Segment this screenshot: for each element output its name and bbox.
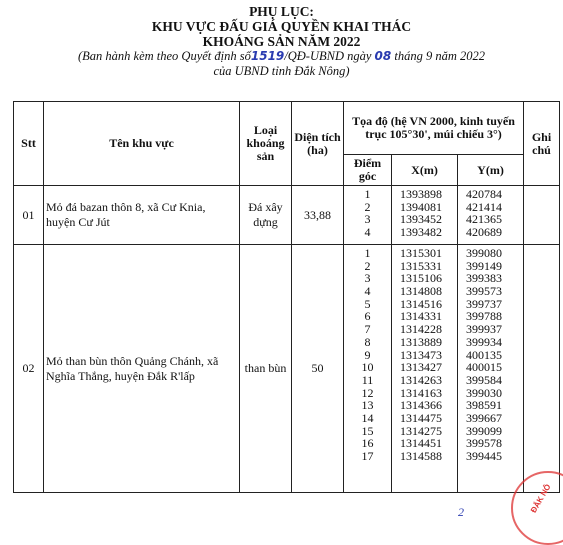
row-x-values: 1315301 1315331 1315106 1314808 1314516 1314331 1314228 1313889 1313473 1313427 1314263 1314163 1314366 1314475 1314275 1314451 1314588 bbox=[392, 245, 458, 493]
handwritten-page-mark: 2 bbox=[458, 505, 464, 519]
row-points: 1 2 3 4 5 6 7 8 9 10 11 12 13 14 15 16 17 bbox=[344, 245, 392, 493]
header-row bbox=[14, 102, 560, 155]
document-title-2: KHOÁNG SẢN NĂM 2022 bbox=[202, 34, 361, 49]
col-coord: Tọa độ (hệ VN 2000, kinh tuyến trục 105°30', múi chiếu 3°) bbox=[344, 102, 524, 155]
mining-area-table bbox=[13, 101, 560, 493]
row-area: 33,88 bbox=[292, 186, 344, 245]
row-y-values: 399080 399149 399383 399573 399737 399788 399937 399934 400135 400015 399584 399030 398591 399667 399099 399578 399445 bbox=[458, 245, 524, 493]
table-row bbox=[14, 245, 560, 493]
document-header bbox=[0, 4, 563, 79]
handwritten-day: 08 bbox=[374, 49, 392, 63]
row-points: 1 2 3 4 bbox=[344, 186, 392, 245]
issuer-line: của UBND tỉnh Đắk Nông) bbox=[213, 64, 350, 78]
col-stt: Stt bbox=[14, 102, 44, 186]
decision-reference: (Ban hành kèm theo Quyết định số1519/QĐ-UBND ngày 08 tháng 9 năm 2022 bbox=[77, 49, 485, 63]
col-x: X(m) bbox=[392, 155, 458, 186]
row-stt: 02 bbox=[14, 245, 44, 493]
row-area: 50 bbox=[292, 245, 344, 493]
appendix-label: PHỤ LỤC: bbox=[249, 4, 314, 19]
row-note bbox=[524, 186, 560, 245]
row-type: Đá xây dựng bbox=[240, 186, 292, 245]
col-point: Điểm góc bbox=[344, 155, 392, 186]
col-type: Loại khoáng sản bbox=[240, 102, 292, 186]
row-name: Mỏ than bùn thôn Quảng Chánh, xã Nghĩa Thắng, huyện Đắk R'lấp bbox=[44, 245, 240, 493]
handwritten-decision-number: 1519 bbox=[250, 49, 285, 63]
row-x-values: 1393898 1394081 1393452 1393482 bbox=[392, 186, 458, 245]
col-y: Y(m) bbox=[458, 155, 524, 186]
row-y-values: 420784 421414 421365 420689 bbox=[458, 186, 524, 245]
row-stt: 01 bbox=[14, 186, 44, 245]
stamp-text: ĐẮK NÔ bbox=[529, 482, 554, 515]
col-note: Ghi chú bbox=[524, 102, 560, 186]
row-name: Mỏ đá bazan thôn 8, xã Cư Knia, huyện Cư Jút bbox=[44, 186, 240, 245]
row-type: than bùn bbox=[240, 245, 292, 493]
document-title: KHU VỰC ĐẤU GIÁ QUYỀN KHAI THÁC bbox=[151, 19, 412, 34]
col-name: Tên khu vực bbox=[44, 102, 240, 186]
table-row bbox=[14, 186, 560, 245]
col-area: Diện tích (ha) bbox=[292, 102, 344, 186]
row-note bbox=[524, 245, 560, 493]
